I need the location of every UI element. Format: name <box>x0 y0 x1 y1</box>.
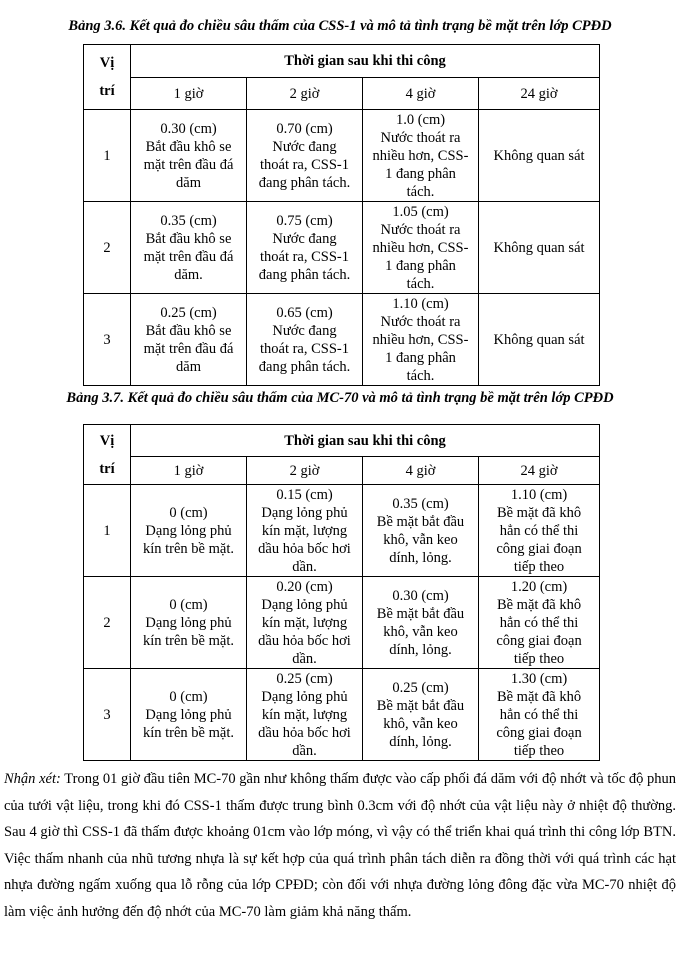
result-cell <box>247 669 363 761</box>
cell-line: Nước thoát ra <box>380 221 461 238</box>
table2-caption: Bảng 3.7. Kết quả đo chiều sâu thấm của MC-70 và mô tả tình trạng bề mặt trên lớp CPĐD <box>66 390 614 406</box>
cell-line: dính, lỏng. <box>389 641 452 658</box>
cell-line: kín mặt, lượng <box>261 522 348 539</box>
cell-line: thoát ra, CSS-1 <box>259 156 349 173</box>
column-header-2h: 2 giờ <box>247 78 363 110</box>
cell-line: dăm <box>176 174 201 191</box>
cell-line: dính, lỏng. <box>389 549 452 566</box>
result-cell <box>131 485 247 577</box>
cell-line: hẳn có thể thi <box>499 522 579 539</box>
cell-line: 0.75 (cm) <box>276 212 333 229</box>
cell-line: Nước đang <box>272 322 337 339</box>
time-group-header: Thời gian sau khi thi công <box>131 425 600 457</box>
cell-line: kín trên bề mặt. <box>142 632 234 649</box>
position-cell: 1 <box>84 485 131 577</box>
cell-line: Nước thoát ra <box>380 129 461 146</box>
cell-line: dăm <box>176 358 201 375</box>
cell-line: Nước đang <box>272 230 337 247</box>
cell-line: 0.30 (cm) <box>160 120 217 137</box>
cell-line: dần. <box>292 742 317 759</box>
table2 <box>83 424 600 761</box>
result-cell <box>479 669 600 761</box>
result-cell <box>247 577 363 669</box>
result-cell <box>479 294 600 386</box>
cell-line: Bề mặt bắt đầu <box>376 697 465 714</box>
cell-line: kín mặt, lượng <box>261 706 348 723</box>
position-header <box>84 425 131 485</box>
position-cell: 3 <box>84 669 131 761</box>
cell-line: 1.10 (cm) <box>510 486 568 503</box>
cell-line: mặt trên đầu đá <box>143 156 234 173</box>
cell-line: dăm. <box>174 266 203 283</box>
cell-line: 0.35 (cm) <box>392 495 449 512</box>
cell-line: 1 đang phân <box>385 257 456 274</box>
cell-line: 0.15 (cm) <box>276 486 333 503</box>
cell-line: Bắt đầu khô se <box>145 230 232 247</box>
cell-line: kín trên bề mặt. <box>142 724 234 741</box>
cell-line: dầu hỏa bốc hơi <box>258 632 351 649</box>
cell-line: 1.0 (cm) <box>395 111 446 128</box>
result-cell <box>131 110 247 202</box>
result-cell <box>131 577 247 669</box>
column-header-24h: 24 giờ <box>479 457 600 485</box>
position-header-line: Vị <box>99 432 115 449</box>
cell-line: nhiều hơn, CSS- <box>372 147 469 164</box>
cell-line: dầu hỏa bốc hơi <box>258 724 351 741</box>
cell-line: tiếp theo <box>513 742 565 759</box>
remark-text: Trong 01 giờ đầu tiên MC-70 gần như không thấm được vào cấp phối đá dăm với độ nhớt và tốc độ phun của tưới vật liệu, trong khi đó CSS-1 thấm được trung bình 0.3cm với độ nhớt của vật liệu này ở nhiệt độ thường. Sau 4 giờ thì CSS-1 đã thấm được khoảng 01cm vào lớp móng, vì vậy có thể triển khai quá trình thi công lớp BTN. Việc thấm nhanh của nhũ tương nhựa là sự kết hợp của quá trình phân tách diễn ra đồng thời với quá trình các hạt nhựa đường ngấm xuống qua lỗ rỗng của lớp CPĐD; còn đối với nhựa đường lỏng đông đặc vừa MC-70 nhiệt độ làm việc ảnh hưởng đến độ nhớt của MC-70 làm giảm khả năng thấm. <box>4 771 676 920</box>
cell-line: khô, vẫn keo <box>383 623 458 640</box>
result-cell <box>131 202 247 294</box>
remark-paragraph <box>4 766 676 925</box>
result-cell <box>247 202 363 294</box>
cell-line: 0.35 (cm) <box>160 212 217 229</box>
cell-line: Bề mặt đã khô <box>496 688 582 705</box>
column-header-4h: 4 giờ <box>363 78 479 110</box>
position-header-line: Vị <box>99 55 115 71</box>
cell-line: 0.20 (cm) <box>276 578 333 595</box>
result-cell <box>479 577 600 669</box>
cell-line: dần. <box>292 558 317 575</box>
result-cell <box>363 294 479 386</box>
cell-line: đang phân tách. <box>258 266 351 283</box>
cell-line: 0.70 (cm) <box>276 120 333 137</box>
cell-line: 0.25 (cm) <box>160 304 217 321</box>
table1-caption: Bảng 3.6. Kết quả đo chiều sâu thấm của CSS-1 và mô tả tình trạng bề mặt trên lớp CPĐD <box>68 18 612 34</box>
position-header-line: trí <box>99 83 115 99</box>
result-cell <box>247 485 363 577</box>
cell-line: 1.05 (cm) <box>392 203 449 220</box>
cell-line: Dạng lỏng phủ <box>145 614 232 631</box>
cell-line: thoát ra, CSS-1 <box>259 340 349 357</box>
cell-line: Dạng lỏng phủ <box>261 504 348 521</box>
time-group-header: Thời gian sau khi thi công <box>131 45 600 78</box>
position-header-line: trí <box>99 460 115 477</box>
cell-line: công giai đoạn <box>496 632 582 649</box>
cell-line: công giai đoạn <box>496 540 582 557</box>
cell-line: 0.25 (cm) <box>392 679 449 696</box>
table-row <box>84 669 600 761</box>
result-cell <box>363 202 479 294</box>
result-cell <box>479 202 600 294</box>
column-header-2h: 2 giờ <box>247 457 363 485</box>
cell-line: hẳn có thể thi <box>499 614 579 631</box>
cell-line: Nước thoát ra <box>380 313 461 330</box>
result-cell <box>479 485 600 577</box>
table-row <box>84 202 600 294</box>
cell-line: mặt trên đầu đá <box>143 248 234 265</box>
result-cell <box>363 669 479 761</box>
table-row <box>84 485 600 577</box>
cell-line: 1.30 (cm) <box>510 670 568 687</box>
result-cell <box>363 577 479 669</box>
cell-line: Không quan sát <box>493 147 585 164</box>
cell-line: 1.20 (cm) <box>510 578 568 595</box>
cell-line: kín trên bề mặt. <box>142 540 234 557</box>
result-cell <box>363 110 479 202</box>
cell-line: 0 (cm) <box>169 596 208 613</box>
cell-line: 1.10 (cm) <box>392 295 449 312</box>
position-cell: 1 <box>84 110 131 202</box>
cell-line: khô, vẫn keo <box>383 715 458 732</box>
cell-line: đang phân tách. <box>258 358 351 375</box>
cell-line: mặt trên đầu đá <box>143 340 234 357</box>
cell-line: tách. <box>406 367 435 384</box>
cell-line: Dạng lỏng phủ <box>261 688 348 705</box>
result-cell <box>247 110 363 202</box>
cell-line: tiếp theo <box>513 558 565 575</box>
cell-line: Bề mặt đã khô <box>496 504 582 521</box>
cell-line: Bắt đầu khô se <box>145 138 232 155</box>
cell-line: Bề mặt bắt đầu <box>376 605 465 622</box>
cell-line: 0.30 (cm) <box>392 587 449 604</box>
table-row <box>84 294 600 386</box>
cell-line: kín mặt, lượng <box>261 614 348 631</box>
cell-line: Bề mặt bắt đầu <box>376 513 465 530</box>
column-header-1h: 1 giờ <box>131 457 247 485</box>
cell-line: thoát ra, CSS-1 <box>259 248 349 265</box>
cell-line: tách. <box>406 183 435 200</box>
remark-lead: Nhận xét: <box>4 771 61 787</box>
cell-line: Không quan sát <box>493 239 585 256</box>
cell-line: công giai đoạn <box>496 724 582 741</box>
cell-line: nhiều hơn, CSS- <box>372 331 469 348</box>
cell-line: dính, lỏng. <box>389 733 452 750</box>
cell-line: 0.65 (cm) <box>276 304 333 321</box>
result-cell <box>247 294 363 386</box>
position-header <box>84 45 131 110</box>
cell-line: Không quan sát <box>493 331 585 348</box>
cell-line: tiếp theo <box>513 650 565 667</box>
position-cell: 3 <box>84 294 131 386</box>
cell-line: dần. <box>292 650 317 667</box>
cell-line: dầu hỏa bốc hơi <box>258 540 351 557</box>
position-cell: 2 <box>84 202 131 294</box>
result-cell <box>131 669 247 761</box>
column-header-24h: 24 giờ <box>479 78 600 110</box>
cell-line: Dạng lỏng phủ <box>261 596 348 613</box>
result-cell <box>479 110 600 202</box>
cell-line: Bề mặt đã khô <box>496 596 582 613</box>
cell-line: hẳn có thể thi <box>499 706 579 723</box>
cell-line: nhiều hơn, CSS- <box>372 239 469 256</box>
cell-line: đang phân tách. <box>258 174 351 191</box>
cell-line: 0 (cm) <box>169 688 208 705</box>
cell-line: Dạng lỏng phủ <box>145 706 232 723</box>
cell-line: khô, vẫn keo <box>383 531 458 548</box>
table-row <box>84 577 600 669</box>
cell-line: Dạng lỏng phủ <box>145 522 232 539</box>
cell-line: 0.25 (cm) <box>276 670 333 687</box>
table1 <box>83 44 600 386</box>
position-cell: 2 <box>84 577 131 669</box>
result-cell <box>131 294 247 386</box>
cell-line: 1 đang phân <box>385 349 456 366</box>
result-cell <box>363 485 479 577</box>
cell-line: Nước đang <box>272 138 337 155</box>
column-header-4h: 4 giờ <box>363 457 479 485</box>
cell-line: 1 đang phân <box>385 165 456 182</box>
column-header-1h: 1 giờ <box>131 78 247 110</box>
cell-line: Bắt đầu khô se <box>145 322 232 339</box>
table-row <box>84 110 600 202</box>
cell-line: 0 (cm) <box>169 504 208 521</box>
cell-line: tách. <box>406 275 435 292</box>
